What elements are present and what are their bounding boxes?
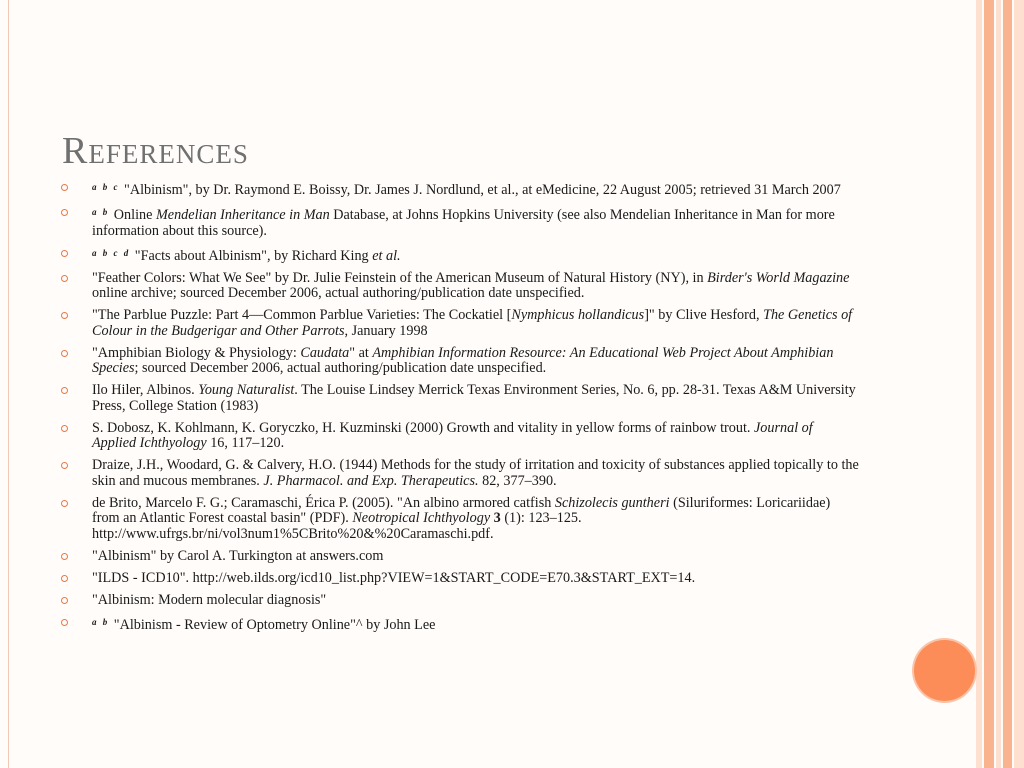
reference-text: "Feather Colors: What We See" by Dr. Julie Feinstein of the American Museum of Natural History (NY), in [92, 269, 708, 286]
bullet-icon [61, 597, 68, 604]
reference-text: "ILDS - ICD10". http://web.ilds.org/icd10_list.php?VIEW=1&START_CODE=E70.3&START_EXT=14. [92, 569, 696, 586]
reference-text: "Facts about Albinism", by Richard King [134, 247, 373, 264]
reference-italic-text: Amphibian Information Resource: An Educational Web Project About Amphibian Species [92, 344, 834, 376]
reference-text: Database, at Johns Hopkins University (see also Mendelian Inheritance in Man for more information about this source). [92, 207, 835, 239]
reference-text: Online [113, 207, 156, 223]
bullet-icon [61, 425, 68, 432]
reference-text: (Siluriformes: Loricariidae) from an Atlantic Forest coastal basin" (PDF). [92, 494, 831, 526]
reference-text: "Amphibian Biology & Physiology: [92, 344, 301, 361]
reference-italic-text: Neotropical Ichthyology [352, 510, 491, 526]
bullet-icon [61, 575, 68, 582]
reference-item [60, 615, 860, 634]
reference-text: S. Dobosz, K. Kohlmann, K. Goryczko, H. Kuzminski (2000) Growth and vitality in yellow forms of rainbow trout. [92, 419, 754, 436]
bullet-icon [61, 462, 68, 469]
reference-text: "Albinism - Review of Optometry Online"^ by John Lee [113, 616, 436, 633]
stripe-4 [1003, 0, 1012, 768]
bullet-icon [61, 250, 68, 257]
reference-text: (1): 123–125. http://www.ufrgs.br/ni/vol3num1%5CBrito%20&%20Caramaschi.pdf. [92, 510, 582, 542]
reference-item [60, 421, 860, 452]
bullet-icon [61, 350, 68, 357]
reference-text: " at [349, 344, 373, 361]
stripe-5 [1014, 0, 1024, 768]
reference-text: , January 1998 [344, 322, 428, 339]
reference-italic-text: Young Naturalist [198, 382, 295, 398]
reference-item [60, 180, 860, 199]
reference-text: 82, 377–390. [478, 472, 557, 489]
reference-item [60, 571, 860, 587]
reference-item [60, 346, 860, 377]
reference-text: "The Parblue Puzzle: Part 4—Common Parblue Varieties: The Cockatiel [ [92, 307, 512, 323]
bullet-icon [61, 619, 68, 626]
reference-text: "Albinism: Modern molecular diagnosis" [92, 591, 327, 608]
reference-item [60, 205, 860, 239]
reference-list [60, 180, 860, 640]
reference-text: "Albinism" by Carol A. Turkington at answers.com [92, 547, 384, 564]
bullet-icon [61, 184, 68, 191]
reference-italic-text: Caudata [300, 344, 350, 361]
stripe-1 [976, 0, 982, 768]
reference-text: de Brito, Marcelo F. G.; Caramaschi, Érica P. (2005). "An albino armored catfish [92, 494, 555, 511]
backlink-letters[interactable]: a b [92, 616, 110, 627]
reference-text: Ilo Hiler, Albinos. [92, 382, 199, 398]
bullet-icon [61, 209, 68, 216]
decorative-stripes [976, 0, 1024, 768]
decorative-circle [914, 640, 975, 701]
reference-item [60, 383, 860, 414]
reference-item [60, 271, 860, 302]
reference-text: 16, 117–120. [206, 435, 285, 451]
bullet-icon [61, 387, 68, 394]
reference-item [60, 458, 860, 489]
page-title: References [62, 130, 249, 173]
reference-text: . The Louise Lindsey Merrick Texas Environment Series, No. 6, pp. 28-31. Texas A&M University Press, College Station (1983) [92, 382, 856, 414]
reference-text: ; sourced December 2006, actual authoring/publication date unspecified. [134, 360, 547, 376]
reference-text: ]" by Clive Hesford, [644, 307, 764, 323]
bullet-icon [61, 275, 68, 282]
bullet-icon [61, 312, 68, 319]
reference-text: online archive; sourced December 2006, actual authoring/publication date unspecified. [92, 285, 585, 301]
stripe-3 [996, 0, 1001, 768]
reference-italic-text: Birder's World Magazine [707, 269, 850, 286]
reference-text: "Albinism", by Dr. Raymond E. Boissy, Dr. James J. Nordlund, et al., at eMedicine, 22 August 2005; retrieved 31 March 2007 [124, 182, 841, 198]
bullet-icon [61, 500, 68, 507]
reference-item [60, 496, 860, 543]
reference-italic-text: The Genetics of Colour in the Budgerigar and Other Parrots [92, 307, 853, 339]
reference-text: Draize, J.H., Woodard, G. & Calvery, H.O. (1944) Methods for the study of irritation and toxicity of substances applied topically to the skin and mucous membranes. [92, 457, 859, 489]
reference-italic-text: Mendelian Inheritance in Man [155, 207, 330, 223]
reference-italic-text: Schizolecis guntheri [554, 494, 670, 511]
backlink-letters[interactable]: a b c d [92, 247, 131, 258]
reference-italic-text: Nymphicus hollandicus [511, 307, 645, 323]
stripe-2 [984, 0, 994, 768]
reference-italic-text: et al. [372, 247, 401, 264]
reference-italic-text: Journal of Applied Ichthyology [92, 419, 813, 451]
reference-item [60, 593, 860, 609]
reference-item [60, 308, 860, 339]
backlink-letters[interactable]: a b [92, 207, 110, 217]
reference-item [60, 246, 860, 265]
bullet-icon [61, 553, 68, 560]
reference-item [60, 549, 860, 565]
backlink-letters[interactable]: a b c [92, 182, 120, 192]
reference-bold-text: 3 [493, 510, 501, 526]
reference-italic-text: J. Pharmacol. and Exp. Therapeutics. [263, 472, 479, 489]
left-border [0, 0, 9, 768]
